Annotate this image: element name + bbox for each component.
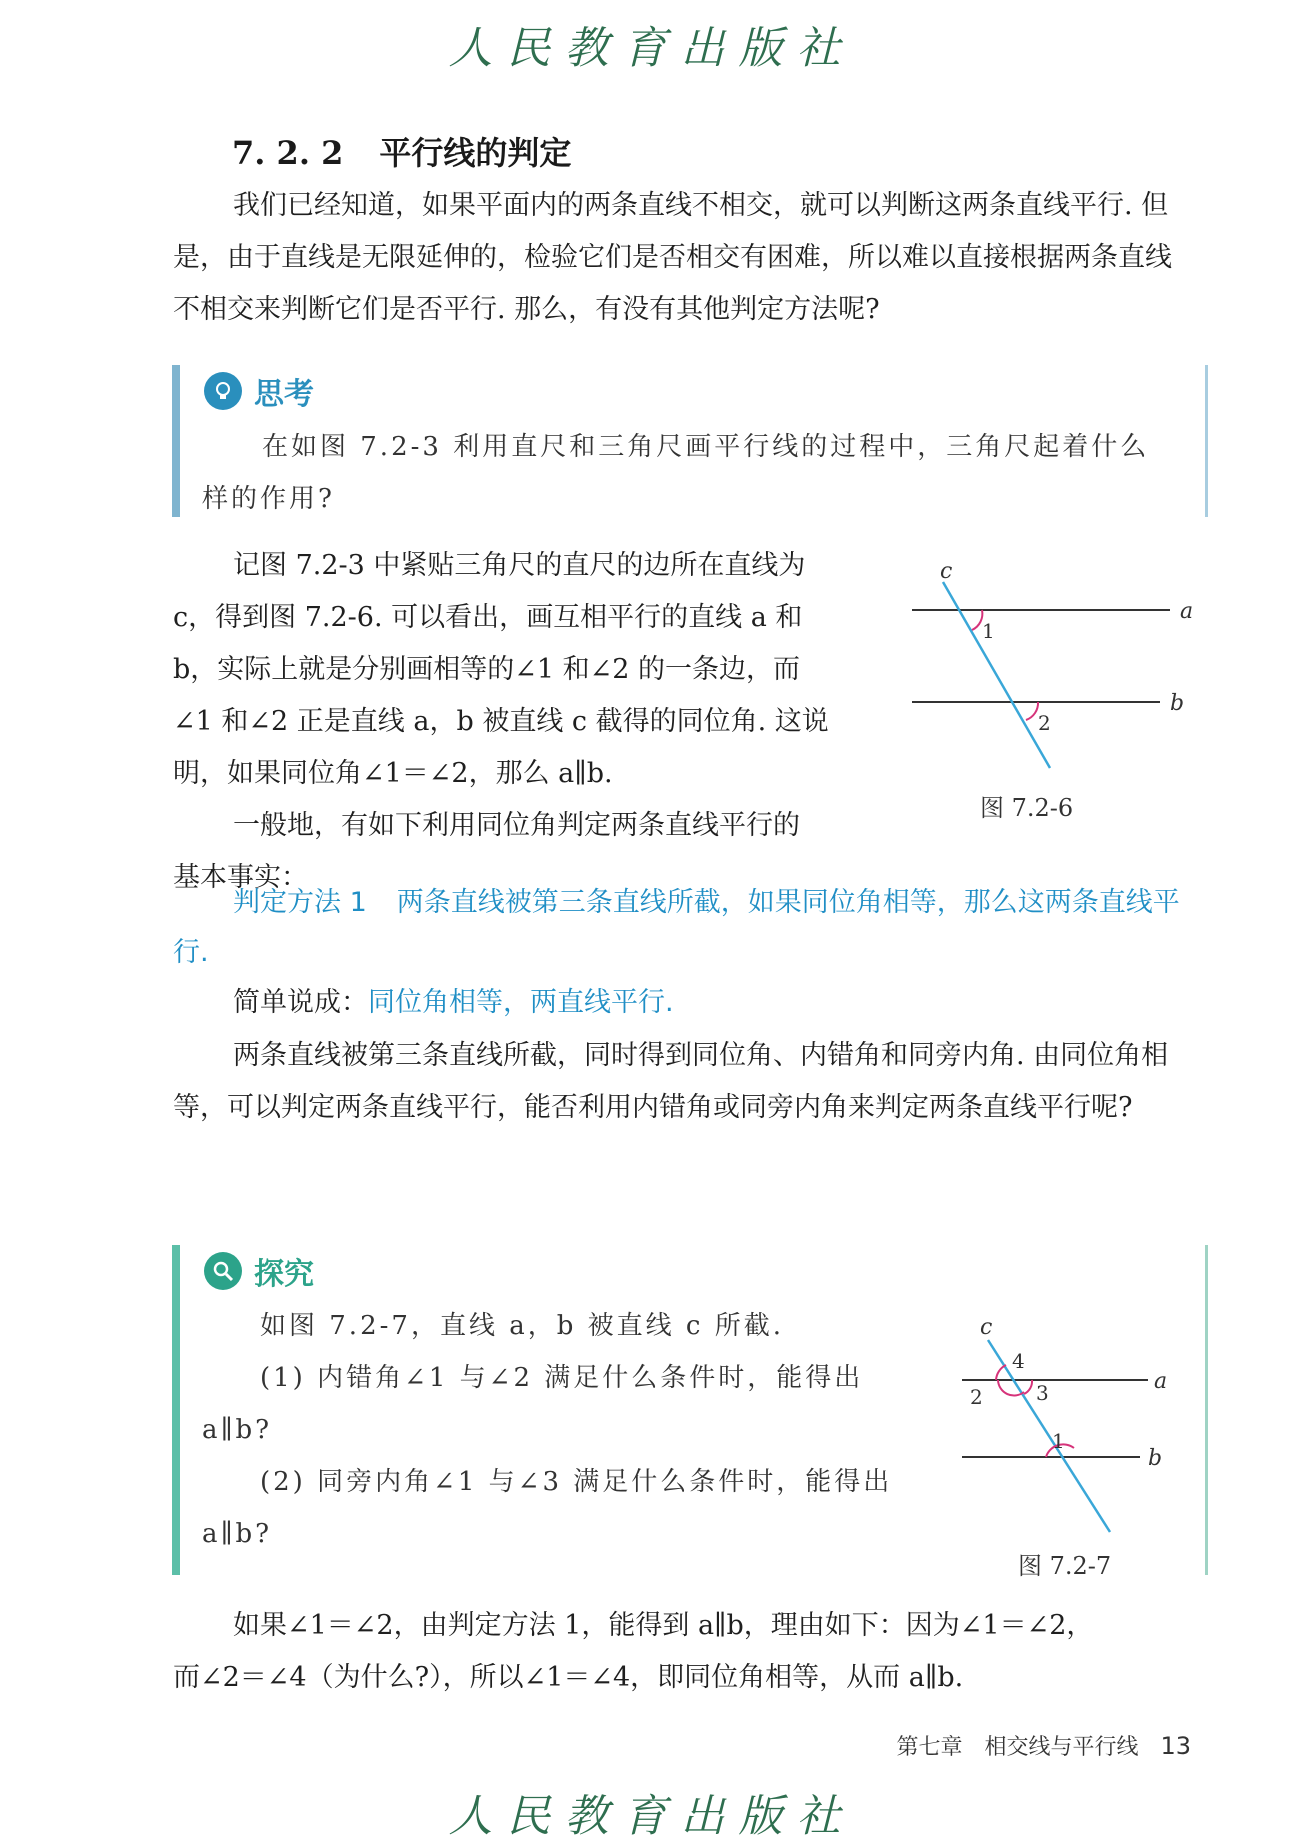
think-title-text: 思考 <box>254 377 314 412</box>
publisher-logo-bottom: 人民教育出版社 <box>448 1791 855 1842</box>
think-title <box>204 369 314 413</box>
label-c: c <box>940 560 953 584</box>
paragraph-3 <box>173 1030 1193 1134</box>
lightbulb-icon <box>204 372 242 410</box>
method-1-statement <box>173 878 1193 978</box>
intro-paragraph <box>173 180 1193 336</box>
think-question: 在如图 7.2-3 利用直尺和三角尺画平行线的过程中，三角尺起着什么样的作用? <box>202 432 1150 514</box>
p2-line-2: c，得到图 7.2-6. 可以看出，画互相平行的直线 a 和 <box>173 602 803 633</box>
explore-right-bar <box>1205 1245 1208 1575</box>
label-a: a <box>1180 599 1194 624</box>
explore-title-text: 探究 <box>254 1257 314 1292</box>
angle-1-arc <box>972 610 982 630</box>
p4-line-1: 如果∠1＝∠2，由判定方法 1，能得到 a∥b，理由如下：因为∠1＝∠2， <box>233 1610 1094 1641</box>
chapter-label: 第七章 相交线与平行线 <box>896 1735 1139 1760</box>
page-number: 13 <box>1160 1732 1191 1760</box>
label-angle-3: 3 <box>1036 1381 1049 1405</box>
page-footer <box>896 1730 1191 1761</box>
label-angle-2: 2 <box>970 1385 983 1409</box>
intro-text: 我们已经知道，如果平面内的两条直线不相交，就可以判断这两条直线平行. 但是，由于直线是无限延伸的，检验它们是否相交有困难，所以难以直接根据两条直线不相交来判断它们是否平行. 那么，有没有其他判定方法呢? <box>173 190 1172 325</box>
method-1-short-text: 同位角相等，两直线平行. <box>368 987 674 1018</box>
figure-7-2-7 <box>940 1310 1200 1550</box>
label-b: b <box>1148 1446 1163 1471</box>
p2-line-6: 一般地，有如下利用同位角判定两条直线平行的 <box>233 810 800 841</box>
publisher-logo-top: 人民教育出版社 <box>448 23 855 74</box>
label-angle-4: 4 <box>1012 1349 1025 1373</box>
method-1-text: 两条直线被第三条直线所截，如果同位角相等，那么这两条直线平行. <box>173 887 1180 968</box>
label-angle-1: 1 <box>1052 1429 1065 1453</box>
p3-text: 两条直线被第三条直线所截，同时得到同位角、内错角和同旁内角. 由同位角相等，可以判定两条直线平行，能否利用内错角或同旁内角来判定两条直线平行呢? <box>173 1040 1169 1123</box>
label-b: b <box>1170 691 1185 716</box>
method-1-short <box>173 978 1193 1028</box>
label-c: c <box>980 1315 993 1340</box>
method-1-label: 判定方法 1 <box>233 887 367 918</box>
paragraph-2 <box>173 540 893 904</box>
angle-2-arc <box>1026 702 1038 720</box>
explore-line-3: a∥b? <box>202 1415 273 1445</box>
p2-line-3: b，实际上就是分别画相等的∠1 和∠2 的一条边，而 <box>173 654 801 685</box>
explore-text <box>202 1300 922 1560</box>
angle-2-arc <box>998 1380 1024 1396</box>
explore-line-1: 如图 7.2-7，直线 a，b 被直线 c 所截. <box>260 1311 784 1341</box>
method-1-short-prefix: 简单说成： <box>233 987 368 1018</box>
paragraph-4 <box>173 1600 1193 1704</box>
section-title: 平行线的判定 <box>379 134 572 172</box>
label-a: a <box>1154 1369 1168 1394</box>
p2-line-1: 记图 7.2-3 中紧贴三角尺的直尺的边所在直线为 <box>233 550 806 581</box>
think-right-bar <box>1205 365 1208 517</box>
label-angle-2: 2 <box>1038 711 1051 735</box>
section-heading <box>232 128 571 174</box>
line-c <box>988 1340 1110 1532</box>
explore-line-4: (2) 同旁内角∠1 与∠3 满足什么条件时，能得出 <box>260 1467 893 1497</box>
p2-line-5: 明，如果同位角∠1＝∠2，那么 a∥b. <box>173 758 613 789</box>
think-text <box>202 421 1172 525</box>
p2-line-7: 基本事实： <box>173 862 308 893</box>
explore-title <box>204 1249 314 1293</box>
explore-line-2: (1) 内错角∠1 与∠2 满足什么条件时，能得出 <box>260 1363 864 1393</box>
magnifier-icon <box>204 1252 242 1290</box>
think-box <box>172 365 1196 517</box>
p2-line-4: ∠1 和∠2 正是直线 a，b 被直线 c 截得的同位角. 这说 <box>173 706 829 737</box>
figure-7-2-7-caption: 图 7.2-7 <box>1018 1552 1112 1580</box>
figure-7-2-6-caption: 图 7.2-6 <box>980 794 1074 822</box>
section-number: 7. 2. 2 <box>232 134 344 172</box>
p4-line-2: 而∠2＝∠4（为什么?），所以∠1＝∠4，即同位角相等，从而 a∥b. <box>173 1662 964 1693</box>
explore-line-5: a∥b? <box>202 1519 273 1549</box>
angle-3-arc <box>1024 1380 1032 1394</box>
label-angle-1: 1 <box>982 619 995 643</box>
method-1 <box>173 878 1193 1028</box>
